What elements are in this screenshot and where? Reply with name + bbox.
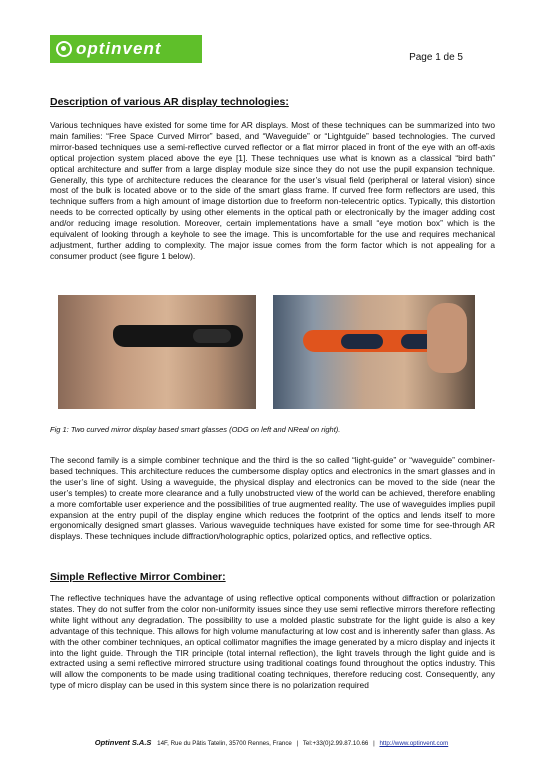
footer-company: Optinvent S.A.S xyxy=(94,738,152,747)
company-logo xyxy=(50,35,202,63)
footer-address: 14F, Rue du Pâtis Tatelin, 35700 Rennes, France xyxy=(157,740,292,747)
intro-paragraph: Various techniques have existed for some time for AR displays. Most of these techniques can be summarized into two main families: “Free Space Curved Mirror” based, and “Waveguide” or “Lightguide” based technologies. The curved mirror-based techniques use a semi-reflective curved reflector or a flat mirror placed in front of the eye with an off-axis optical projection system placed above the eye [1]. These techniques use what is known as a classical “bird bath” optical architecture and suffer from a large display module size since they do not use the pupil expansion technique. Generally, this type of architecture reduces the clearance for the user’s visual field (peripheral or lateral vision) since most of the bulk is located above or to the side of the smart glass frame. If curved free form reflectors are used, this technique suffers from a high amount of image distortion due to freeform non-telecentric optics. Typically, this distortion needs to be corrected optically by using other elements in the optical path or electronically by the imager adding cost and/or reducing image resolution. Moreover, certain implementations have a small “eye motion box” which is the equivalent of looking through a keyhole to see the image. This is uncomfortable for the use and requires mechanical adjustment, further adding to complexity. The major issue comes from the form factor which is not appealing for a consumer product (see figure 1 below). xyxy=(50,120,495,261)
logo-ring-icon xyxy=(56,41,72,57)
figure-photo-nreal-glasses xyxy=(273,295,475,409)
odg-glasses-shape xyxy=(113,325,243,347)
footer-phone: Tel:+33(0)2.99.87.10.66 xyxy=(302,740,369,747)
footer-separator: | xyxy=(296,740,299,747)
section-title-ar-display: Description of various AR display technologies: xyxy=(50,96,289,108)
page-footer xyxy=(0,738,543,747)
hand-shape xyxy=(427,303,467,373)
reflective-combiner-paragraph: The reflective techniques have the advantage of using reflective optical components without diffraction or polarization states. They do not suffer from the color non-uniformity issues since they use semi reflective mirrors therefore reflecting white light without any degradation. The possibility to use a molded plastic substrate for the light guide is also a key advantage of this technique. This allows for high volume manufacturing at low cost and is inherently safer than glass. As with the other combiner techniques, an optical collimator magnifies the image generated by a micro display and injects it into the light guide. Through the TIR principle (total internal reflection), the light travels through the light guide and is extracted using a semi reflective mirrored structure using traditional coatings found throughout the optics industry. This will allow the components to be made using traditional coating techniques, therefore reducing cost. Consequently, any type of micro display can be used in this system since there is no polarization required xyxy=(50,593,495,691)
footer-website-link[interactable]: http://www.optinvent.com xyxy=(379,740,449,747)
waveguide-paragraph: The second family is a simple combiner technique and the third is the so called “light-guide” or “waveguide” combiner-based techniques. This architecture reduces the cumbersome display optics and electronics in the smart glasses and in the user’s line of sight. Using a waveguide, the physical display and electronics can be moved to the side (near the user’s temples) to create more clearance and a fully unobstructed view of the world can be achieved, therefore enabling a more comfortable user experience and the possibilities of true augmented reality. The use of waveguides implies pupil expansion at the entry pupil of the display engine which reduces the footprint of the optics and lends itself to more ergonomically designed smart glasses. Various waveguide techniques have existed for some time for see-through AR displays. These techniques include diffraction/holographic optics, polarized optics, and reflective optics. xyxy=(50,455,495,542)
footer-separator: | xyxy=(373,740,375,747)
page-number: Page 1 de 5 xyxy=(409,52,463,63)
logo-text: optinvent xyxy=(76,39,162,58)
section-title-reflective-combiner: Simple Reflective Mirror Combiner: xyxy=(50,571,226,583)
figure-photo-odg-glasses xyxy=(58,295,256,409)
figure-caption: Fig 1: Two curved mirror display based smart glasses (ODG on left and NReal on right). xyxy=(50,425,341,434)
